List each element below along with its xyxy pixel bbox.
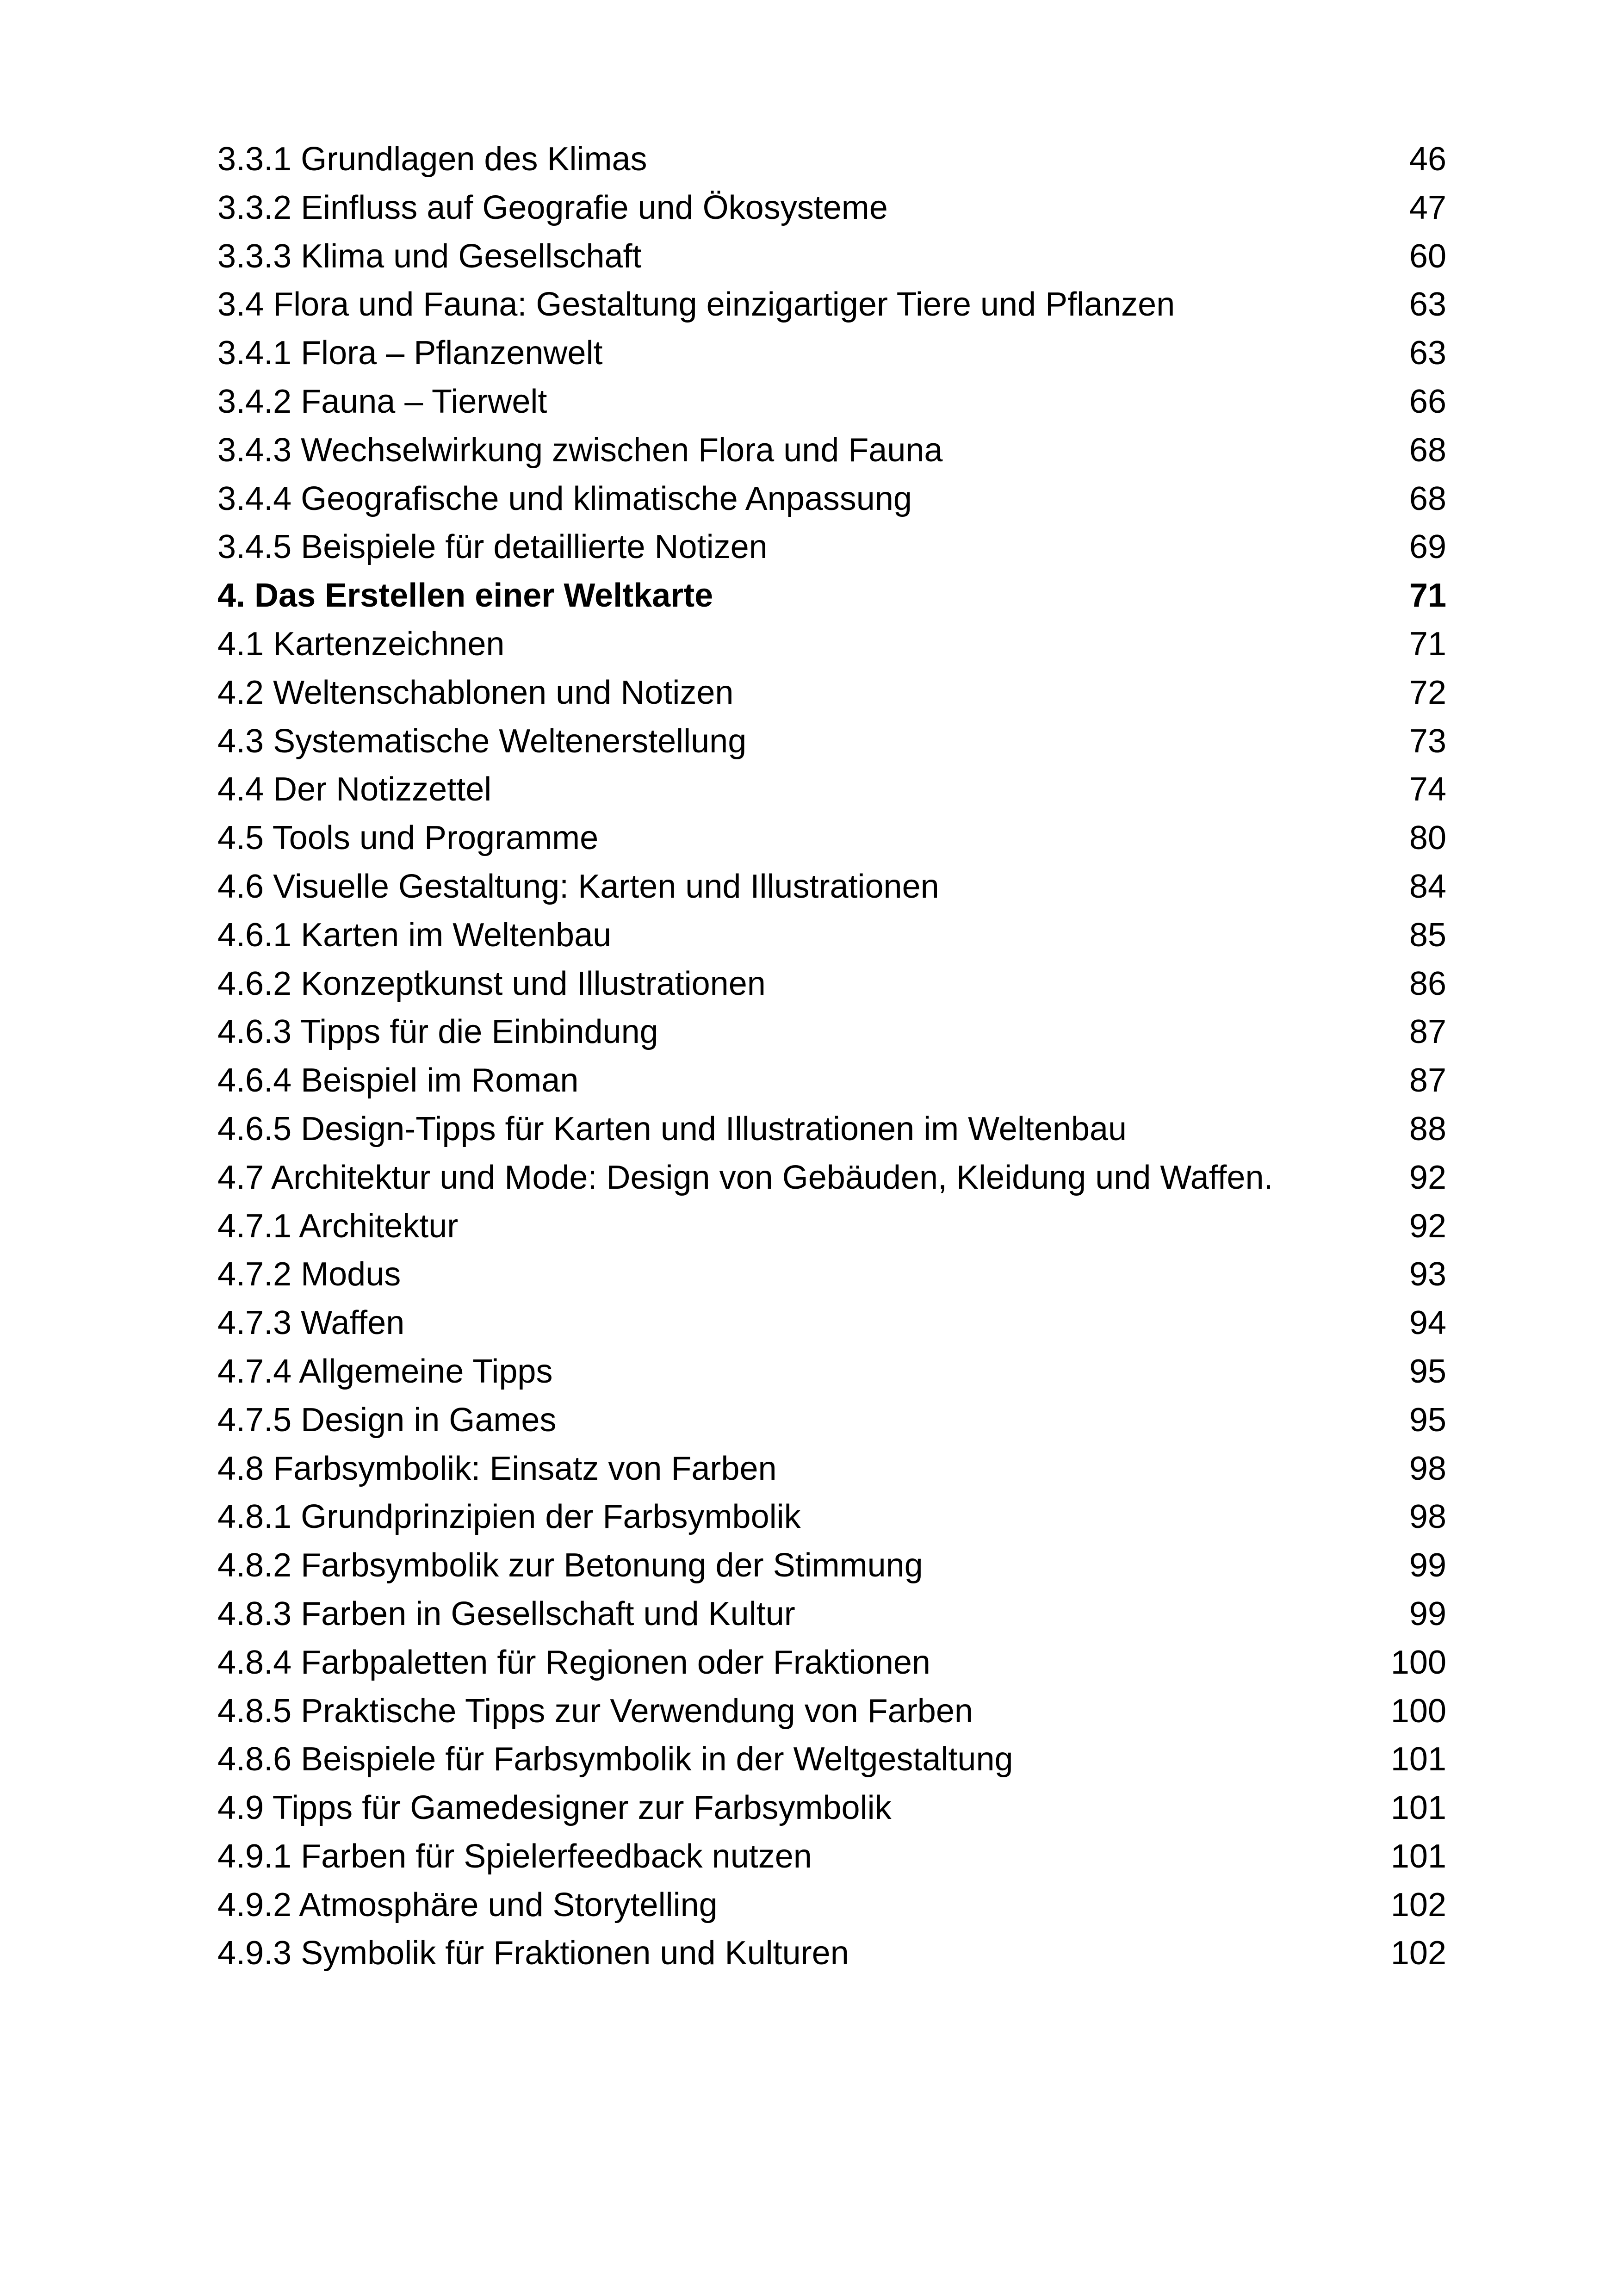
toc-entry bbox=[217, 1105, 1446, 1154]
toc-entry-page-number: 98 bbox=[1409, 1498, 1446, 1536]
toc-entry-title: 4.6.5 Design-Tipps für Karten und Illustrationen im Weltenbau bbox=[217, 1110, 1127, 1148]
toc-entry bbox=[217, 1590, 1446, 1638]
toc-entry-page-number: 100 bbox=[1390, 1644, 1446, 1681]
toc-entry-page-number: 92 bbox=[1409, 1159, 1446, 1196]
toc-entry-page-number: 74 bbox=[1409, 771, 1446, 808]
toc-entry bbox=[217, 1250, 1446, 1299]
toc-entry-title: 3.3.3 Klima und Gesellschaft bbox=[217, 237, 642, 275]
toc-entry bbox=[217, 960, 1446, 1008]
toc-entry bbox=[217, 863, 1446, 911]
toc-entry-title: 4.8.5 Praktische Tipps zur Verwendung von Farben bbox=[217, 1692, 973, 1730]
toc-entry-page-number: 71 bbox=[1409, 625, 1446, 663]
toc-entry-title: 4.9.1 Farben für Spielerfeedback nutzen bbox=[217, 1837, 812, 1875]
toc-entry bbox=[217, 1784, 1446, 1832]
toc-entry-title: 4.4 Der Notizzettel bbox=[217, 771, 492, 808]
toc-entry bbox=[217, 1008, 1446, 1056]
toc-entry-page-number: 102 bbox=[1390, 1935, 1446, 1972]
toc-entry bbox=[217, 620, 1446, 669]
toc-entry-title: 4.6.2 Konzeptkunst und Illustrationen bbox=[217, 965, 766, 1002]
toc-entry bbox=[217, 1541, 1446, 1590]
toc-entry-page-number: 66 bbox=[1409, 383, 1446, 420]
toc-entry bbox=[217, 1347, 1446, 1396]
toc-entry bbox=[217, 378, 1446, 426]
toc-entry-title: 4.6.4 Beispiel im Roman bbox=[217, 1062, 579, 1099]
toc-entry-title: 4.8.1 Grundprinzipien der Farbsymbolik bbox=[217, 1498, 801, 1536]
toc-entry bbox=[217, 1881, 1446, 1930]
toc-entry bbox=[217, 1493, 1446, 1541]
toc-entry-title: 4.8 Farbsymbolik: Einsatz von Farben bbox=[217, 1450, 777, 1487]
table-of-contents bbox=[217, 135, 1446, 1978]
toc-entry-page-number: 86 bbox=[1409, 965, 1446, 1002]
toc-entry-page-number: 87 bbox=[1409, 1013, 1446, 1051]
toc-entry-title: 4.8.6 Beispiele für Farbsymbolik in der Weltgestaltung bbox=[217, 1741, 1013, 1778]
toc-entry-title: 4.5 Tools und Programme bbox=[217, 819, 599, 857]
toc-entry-page-number: 99 bbox=[1409, 1595, 1446, 1632]
toc-entry-page-number: 85 bbox=[1409, 916, 1446, 954]
toc-entry-page-number: 99 bbox=[1409, 1547, 1446, 1584]
toc-entry-title: 4.7.3 Waffen bbox=[217, 1304, 405, 1342]
toc-entry-title: 4.8.2 Farbsymbolik zur Betonung der Stimmung bbox=[217, 1547, 923, 1584]
toc-entry-page-number: 95 bbox=[1409, 1401, 1446, 1439]
toc-entry-page-number: 101 bbox=[1390, 1741, 1446, 1778]
toc-entry bbox=[217, 1929, 1446, 1978]
toc-entry-title: 3.3.1 Grundlagen des Klimas bbox=[217, 141, 647, 178]
toc-entry-page-number: 87 bbox=[1409, 1062, 1446, 1099]
toc-entry-page-number: 47 bbox=[1409, 189, 1446, 226]
toc-entry-page-number: 68 bbox=[1409, 431, 1446, 469]
toc-entry-title: 4.6.1 Karten im Weltenbau bbox=[217, 916, 612, 954]
toc-entry-title: 4.9 Tipps für Gamedesigner zur Farbsymbolik bbox=[217, 1789, 892, 1827]
toc-entry bbox=[217, 765, 1446, 814]
toc-entry-title: 4.7 Architektur und Mode: Design von Gebäuden, Kleidung und Waffen. bbox=[217, 1159, 1273, 1196]
toc-entry-title: 4.8.3 Farben in Gesellschaft und Kultur bbox=[217, 1595, 795, 1632]
toc-entry-page-number: 80 bbox=[1409, 819, 1446, 857]
toc-entry-title: 4.6 Visuelle Gestaltung: Karten und Illustrationen bbox=[217, 868, 939, 905]
toc-entry bbox=[217, 523, 1446, 571]
toc-entry bbox=[217, 184, 1446, 232]
toc-entry-page-number: 98 bbox=[1409, 1450, 1446, 1487]
toc-entry-page-number: 95 bbox=[1409, 1353, 1446, 1390]
toc-entry-page-number: 84 bbox=[1409, 868, 1446, 905]
toc-entry bbox=[217, 135, 1446, 184]
toc-entry-title: 4.3 Systematische Weltenerstellung bbox=[217, 722, 747, 760]
toc-entry-title: 3.4.5 Beispiele für detaillierte Notizen bbox=[217, 528, 768, 566]
toc-entry-page-number: 71 bbox=[1409, 577, 1446, 614]
toc-entry bbox=[217, 911, 1446, 960]
toc-entry-title: 3.4 Flora und Fauna: Gestaltung einzigartiger Tiere und Pflanzen bbox=[217, 286, 1175, 323]
toc-entry bbox=[217, 1687, 1446, 1736]
toc-entry bbox=[217, 669, 1446, 717]
toc-entry-title: 4. Das Erstellen einer Weltkarte bbox=[217, 577, 713, 614]
toc-entry bbox=[217, 1396, 1446, 1445]
toc-entry bbox=[217, 1445, 1446, 1493]
toc-entry-page-number: 68 bbox=[1409, 480, 1446, 517]
toc-entry-title: 4.2 Weltenschablonen und Notizen bbox=[217, 674, 734, 711]
toc-chapter-entry bbox=[217, 571, 1446, 620]
toc-entry bbox=[217, 1638, 1446, 1687]
toc-entry-page-number: 101 bbox=[1390, 1837, 1446, 1875]
toc-entry-page-number: 92 bbox=[1409, 1207, 1446, 1245]
toc-entry-title: 3.3.2 Einfluss auf Geografie und Ökosysteme bbox=[217, 189, 888, 226]
toc-entry-page-number: 101 bbox=[1390, 1789, 1446, 1827]
toc-entry-title: 4.8.4 Farbpaletten für Regionen oder Fraktionen bbox=[217, 1644, 930, 1681]
toc-entry-page-number: 93 bbox=[1409, 1256, 1446, 1293]
toc-entry-title: 3.4.1 Flora – Pflanzenwelt bbox=[217, 335, 603, 372]
toc-entry-title: 4.1 Kartenzeichnen bbox=[217, 625, 505, 663]
toc-entry bbox=[217, 717, 1446, 766]
toc-entry bbox=[217, 1832, 1446, 1881]
toc-entry-title: 4.7.1 Architektur bbox=[217, 1207, 459, 1245]
toc-entry bbox=[217, 280, 1446, 329]
toc-entry-title: 4.7.5 Design in Games bbox=[217, 1401, 557, 1439]
toc-entry-page-number: 46 bbox=[1409, 141, 1446, 178]
toc-entry-title: 3.4.2 Fauna – Tierwelt bbox=[217, 383, 547, 420]
toc-entry bbox=[217, 475, 1446, 523]
toc-entry bbox=[217, 814, 1446, 863]
toc-entry bbox=[217, 1735, 1446, 1784]
toc-entry-title: 4.7.4 Allgemeine Tipps bbox=[217, 1353, 553, 1390]
toc-entry-page-number: 73 bbox=[1409, 722, 1446, 760]
toc-entry bbox=[217, 329, 1446, 378]
toc-entry-title: 3.4.4 Geografische und klimatische Anpassung bbox=[217, 480, 912, 517]
toc-entry-title: 4.6.3 Tipps für die Einbindung bbox=[217, 1013, 658, 1051]
toc-entry-page-number: 102 bbox=[1390, 1886, 1446, 1924]
toc-entry-title: 4.7.2 Modus bbox=[217, 1256, 401, 1293]
toc-entry-page-number: 100 bbox=[1390, 1692, 1446, 1730]
toc-entry bbox=[217, 426, 1446, 475]
toc-entry-title: 3.4.3 Wechselwirkung zwischen Flora und Fauna bbox=[217, 431, 943, 469]
toc-entry bbox=[217, 1202, 1446, 1251]
toc-entry-title: 4.9.3 Symbolik für Fraktionen und Kulturen bbox=[217, 1935, 849, 1972]
toc-entry-page-number: 63 bbox=[1409, 286, 1446, 323]
toc-entry-page-number: 94 bbox=[1409, 1304, 1446, 1342]
toc-entry-page-number: 60 bbox=[1409, 237, 1446, 275]
toc-entry bbox=[217, 232, 1446, 281]
toc-entry-page-number: 69 bbox=[1409, 528, 1446, 566]
toc-entry-page-number: 72 bbox=[1409, 674, 1446, 711]
toc-entry bbox=[217, 1056, 1446, 1105]
toc-entry bbox=[217, 1154, 1446, 1202]
toc-entry-page-number: 88 bbox=[1409, 1110, 1446, 1148]
toc-entry-page-number: 63 bbox=[1409, 335, 1446, 372]
toc-entry bbox=[217, 1299, 1446, 1347]
toc-entry-title: 4.9.2 Atmosphäre und Storytelling bbox=[217, 1886, 718, 1924]
